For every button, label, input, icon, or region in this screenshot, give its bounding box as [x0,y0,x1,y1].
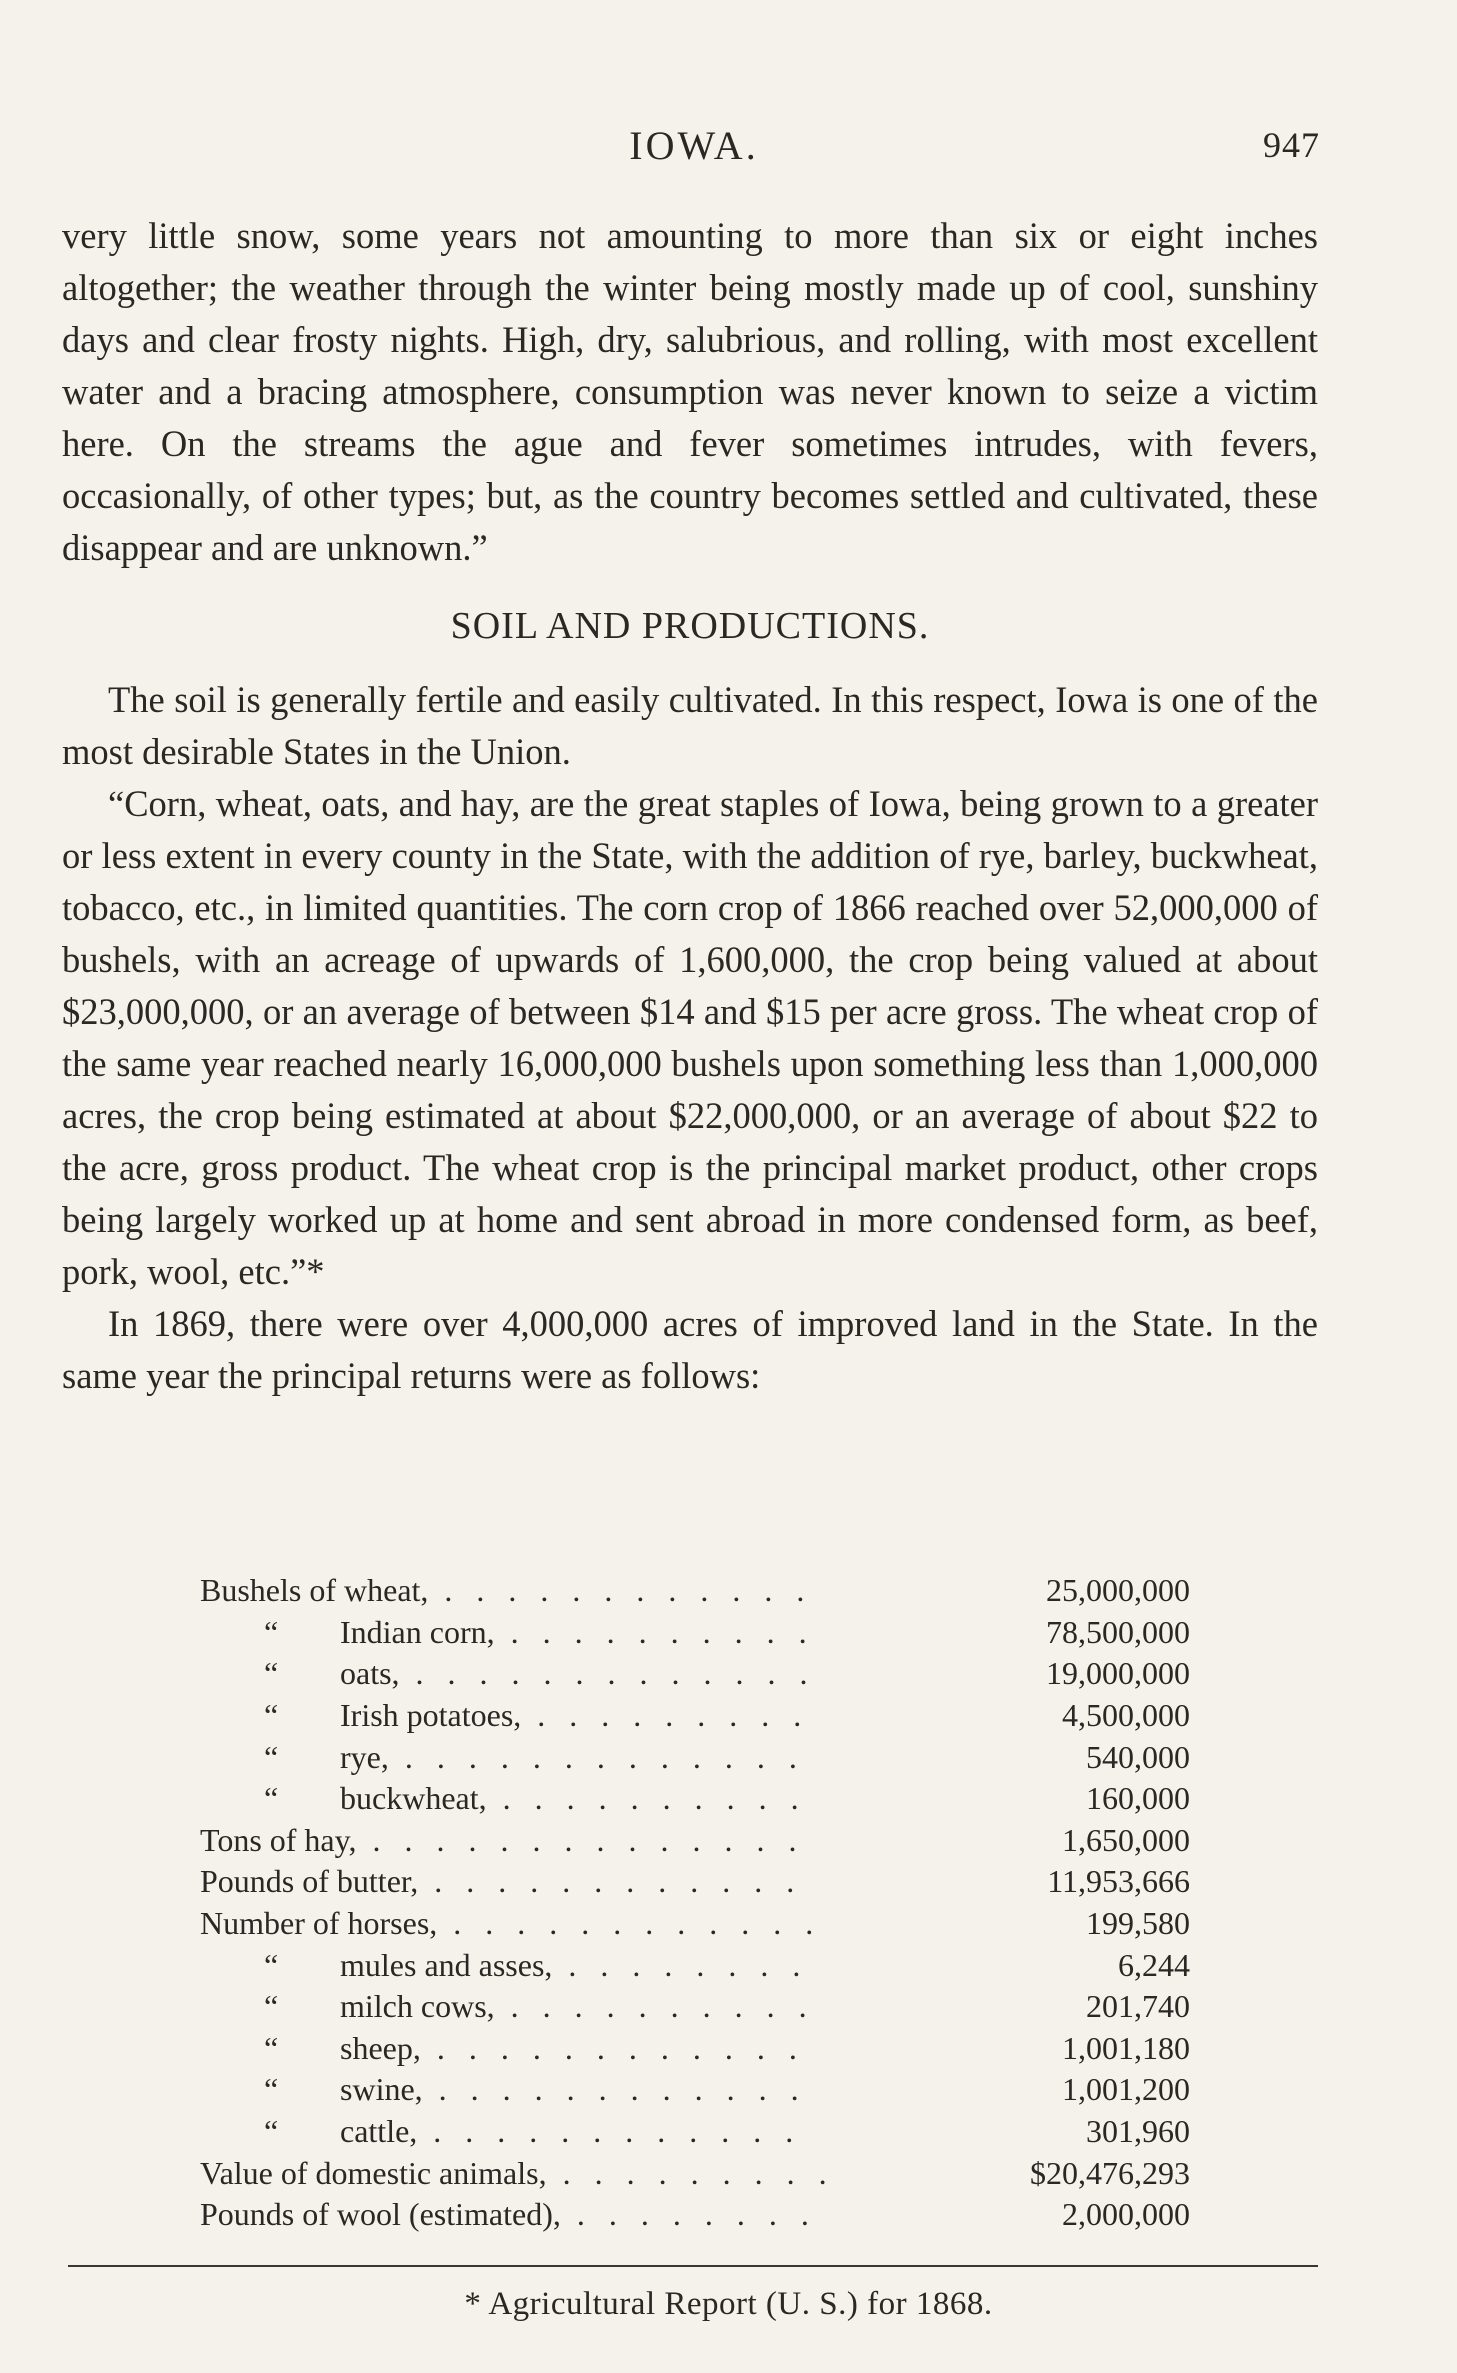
leader-dots: . . . . . . . . . [521,1697,810,1734]
leader-dots: . . . . . . . . . . . . . . [356,1821,805,1858]
row-value: 6,244 [1118,1946,1190,1983]
ditto-mark: “ [264,1780,279,1817]
row-value: 201,740 [1086,1988,1190,2025]
page-number: 947 [1263,125,1320,165]
row-label-cell [200,1820,980,1862]
table-row [200,2152,1190,2194]
paragraph-continued: very little snow, some years not amounting to more than six or eight inches altogether; the weather through the winter being mostly made up of cool, sunshiny days and clear frosty nights. High, dry, salubrious, and rolling, with most excellent water and a bracing atmosphere, consumption was never known to seize a victim here. On the streams the ague and fever sometimes intrudes, with fevers, occasionally, of other types; but, as the country becomes settled and cultivated, these disappear and are unknown.” [62,215,1318,568]
row-label: Irish potatoes, [340,1697,522,1734]
table-row [200,2069,1190,2111]
footnote: * Agricultural Report (U. S.) for 1868. [464,2286,993,2322]
row-value: 160,000 [1086,1780,1190,1817]
table-row [200,1695,1190,1737]
row-label-cell [200,1861,980,1903]
ditto-mark: “ [264,1946,279,1983]
leader-dots: . . . . . . . . . . . . . [388,1738,805,1775]
row-label-cell [200,1944,980,1986]
row-label: rye, [340,1738,389,1775]
row-value: 199,580 [1086,1905,1190,1942]
ditto-mark: “ [264,1613,279,1650]
row-value: 19,000,000 [1046,1655,1190,1692]
table-row [200,1820,1190,1862]
row-label-cell [200,1903,980,1945]
row-value: 301,960 [1086,2113,1190,2150]
leader-dots: . . . . . . . . . . . . [417,2113,802,2150]
leader-dots: . . . . . . . . . . . . [428,1572,813,1609]
row-value: $20,476,293 [1030,2154,1190,2191]
leader-dots: . . . . . . . . . [546,2154,835,2191]
row-label: cattle, [340,2113,418,2150]
table-row [200,1861,1190,1903]
leader-dots: . . . . . . . . . . [486,1780,807,1817]
row-label: Value of domestic animals, [200,2154,547,2191]
row-label-cell [200,1736,980,1778]
row-label: Bushels of wheat, [200,1572,429,1609]
row-value: 2,000,000 [1062,2196,1190,2233]
table-row [200,1736,1190,1778]
row-value: 1,001,180 [1062,2029,1190,2066]
table-row [200,1653,1190,1695]
row-value: 25,000,000 [1046,1572,1190,1609]
table-row [200,2111,1190,2153]
row-label: Indian corn, [340,1613,495,1650]
row-value: 1,650,000 [1062,1821,1190,1858]
leader-dots: . . . . . . . . . . . . . [399,1655,816,1692]
ditto-mark: “ [264,1988,279,2025]
table-row [200,1612,1190,1654]
footnote-rule [68,2265,1318,2267]
table-row [200,1986,1190,2028]
table-row [200,1570,1190,1612]
leader-dots: . . . . . . . . . . . . [418,1863,803,1900]
leader-dots: . . . . . . . . . . . . [437,1905,822,1942]
leader-dots: . . . . . . . . . . . . [422,2071,807,2108]
row-label: mules and asses, [340,1946,553,1983]
returns-table [200,1570,1190,2236]
paragraph-soil: The soil is generally fertile and easily cultivated. In this respect, Iowa is one of the most desirable States in the Union. [62,679,1318,772]
row-label: milch cows, [340,1988,495,2025]
row-label: Tons of hay, [200,1821,357,1858]
row-label-cell [200,1570,980,1612]
row-label: sheep, [340,2029,421,2066]
row-value: 78,500,000 [1046,1613,1190,1650]
row-label-cell [200,2194,980,2236]
leader-dots: . . . . . . . . . . . . [420,2029,805,2066]
table-row [200,1903,1190,1945]
ditto-mark: “ [264,2029,279,2066]
body-text [62,210,1318,1402]
ditto-mark: “ [264,1697,279,1734]
row-label-cell [200,1778,980,1820]
row-label-cell [200,1986,980,2028]
row-label: buckwheat, [340,1780,487,1817]
leader-dots: . . . . . . . . [560,2196,817,2233]
running-title: IOWA. [629,123,759,168]
row-label-cell [200,1695,980,1737]
paragraph-staples: “Corn, wheat, oats, and hay, are the great staples of Iowa, being grown to a greater or less extent in every county in the State, with the addition of rye, barley, buckwheat, tobacco, etc., in limited quantities. The corn crop of 1866 reached over 52,000,000 of bushels, with an acreage of upwards of 1,600,000, the crop being valued at about $23,000,000, or an average of between $14 and $15 per acre gross. The wheat crop of the same year reached nearly 16,000,000 bushels upon something less than 1,000,000 acres, the crop being estimated at about $22,000,000, or an average of about $22 to the acre, gross product. The wheat crop is the principal market product, other crops being largely worked up at home and sent abroad in more condensed form, as beef, pork, wool, etc.”* [62,783,1318,1292]
row-label-cell [200,1653,980,1695]
row-value: 4,500,000 [1062,1697,1190,1734]
ditto-mark: “ [264,1655,279,1692]
row-value: 11,953,666 [1047,1863,1190,1900]
ditto-mark: “ [264,2071,279,2108]
leader-dots: . . . . . . . . . . [494,1988,815,2025]
table-row [200,2028,1190,2070]
row-label-cell [200,2028,980,2070]
leader-dots: . . . . . . . . [552,1946,809,1983]
row-label: Pounds of butter, [200,1863,419,1900]
row-label: Number of horses, [200,1905,438,1942]
row-label-cell [200,2069,980,2111]
row-label-cell [200,2152,980,2194]
ditto-mark: “ [264,1738,279,1775]
paragraph-returns-intro: In 1869, there were over 4,000,000 acres of improved land in the State. In the same year the principal returns were as follows: [62,1303,1318,1396]
row-label-cell [200,2111,980,2153]
row-label: oats, [340,1655,400,1692]
section-heading: SOIL AND PRODUCTIONS. [450,605,930,647]
table-row [200,1778,1190,1820]
ditto-mark: “ [264,2113,279,2150]
row-label: Pounds of wool (estimated), [200,2196,561,2233]
leader-dots: . . . . . . . . . . [494,1613,815,1650]
table-row [200,1944,1190,1986]
row-value: 540,000 [1086,1738,1190,1775]
row-value: 1,001,200 [1062,2071,1190,2108]
row-label: swine, [340,2071,423,2108]
page-header [68,122,1320,172]
row-label-cell [200,1612,980,1654]
table-row [200,2194,1190,2236]
